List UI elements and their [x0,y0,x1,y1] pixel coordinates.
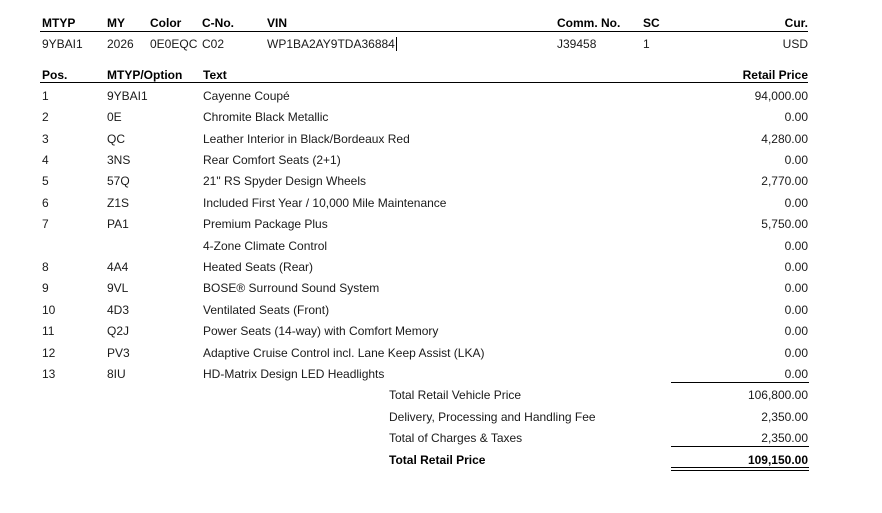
row-text: Rear Comfort Seats (2+1) [203,153,341,167]
subtotal-divider [671,382,809,383]
row-option: PA1 [107,217,129,231]
row-text: Adaptive Cruise Control incl. Lane Keep Assist (LKA) [203,346,485,360]
row-price: 0.00 [784,281,808,295]
value-model-year: 2026 [107,37,134,51]
row-price: 0.00 [784,303,808,317]
row-pos: 11 [42,324,55,338]
row-text: Heated Seats (Rear) [203,260,314,274]
row-option: QC [107,132,125,146]
charges-taxes-label: Total of Charges & Taxes [389,431,523,445]
col-header-vin: VIN [267,16,288,30]
total-vehicle-price-label: Total Retail Vehicle Price [389,388,522,402]
delivery-fee-label: Delivery, Processing and Handling Fee [389,410,596,424]
total-vehicle-price-value: 106,800.00 [747,388,808,402]
col-header-option: MTYP/Option [107,68,183,82]
row-price: 0.00 [784,153,808,167]
grand-total-divider [671,446,809,447]
col-header-color: Color [150,16,182,30]
col-header-mtyp: MTYP [42,16,76,30]
row-option: 4D3 [107,303,130,317]
value-color: 0E0EQC [150,37,198,51]
row-pos: 2 [42,110,49,124]
grand-total-label: Total Retail Price [389,453,486,467]
grand-total-value: 109,150.00 [747,453,808,467]
row-price: 5,750.00 [761,217,808,231]
header-divider [40,31,808,32]
value-mtyp: 9YBAI1 [42,37,83,51]
row-price: 4,280.00 [761,132,808,146]
row-pos: 1 [42,89,49,103]
double-underline-bottom [671,470,809,471]
charges-taxes-value: 2,350.00 [761,431,808,445]
value-currency: USD [782,37,808,51]
value-sc: 1 [643,37,650,51]
row-price: 0.00 [784,260,808,274]
row-option: 8IU [107,367,126,381]
row-pos: 7 [42,217,49,231]
col-header-currency: Cur. [784,16,808,30]
row-option: Z1S [107,196,130,210]
row-pos: 9 [42,281,49,295]
row-price: 2,770.00 [761,174,808,188]
col-header-comm-no: Comm. No. [557,16,621,30]
col-header-pos: Pos. [42,68,68,82]
row-text: Included First Year / 10,000 Mile Maintenance [203,196,447,210]
row-price: 0.00 [784,324,808,338]
col-header-sc: SC [643,16,660,30]
row-option: PV3 [107,346,130,360]
row-pos: 12 [42,346,56,360]
value-vin[interactable]: WP1BA2AY9TDA36884 [267,37,395,51]
row-price: 0.00 [784,239,808,253]
row-option: Q2J [107,324,130,338]
row-option: 4A4 [107,260,129,274]
row-option: 9YBAI1 [107,89,148,103]
col-header-my: MY [107,16,125,30]
double-underline-top [671,467,809,468]
row-pos: 10 [42,303,56,317]
col-header-c-no: C-No. [202,16,234,30]
row-price: 0.00 [784,196,808,210]
row-price: 0.00 [784,110,808,124]
value-comm-no: J39458 [557,37,597,51]
row-text: Leather Interior in Black/Bordeaux Red [203,132,410,146]
row-pos: 13 [42,367,56,381]
row-option: 57Q [107,174,130,188]
row-option: 0E [107,110,122,124]
value-c-no: C02 [202,37,225,51]
row-text: Premium Package Plus [203,217,328,231]
row-text: Cayenne Coupé [203,89,290,103]
row-text: HD-Matrix Design LED Headlights [203,367,385,381]
row-price: 0.00 [784,367,808,381]
row-pos: 5 [42,174,49,188]
row-price: 0.00 [784,346,808,360]
row-text: BOSE® Surround Sound System [203,281,380,295]
row-pos: 4 [42,153,49,167]
row-pos: 6 [42,196,49,210]
row-text: 4-Zone Climate Control [203,239,328,253]
row-pos: 3 [42,132,49,146]
row-text: 21" RS Spyder Design Wheels [203,174,367,188]
row-option: 9VL [107,281,129,295]
col-header-text: Text [203,68,227,82]
row-price: 94,000.00 [754,89,808,103]
row-option: 3NS [107,153,131,167]
col-header-retail-price: Retail Price [742,68,808,82]
row-pos: 8 [42,260,49,274]
table-header-divider [40,82,808,83]
delivery-fee-value: 2,350.00 [761,410,808,424]
row-text: Power Seats (14-way) with Comfort Memory [203,324,439,338]
row-text: Chromite Black Metallic [203,110,329,124]
row-text: Ventilated Seats (Front) [203,303,330,317]
